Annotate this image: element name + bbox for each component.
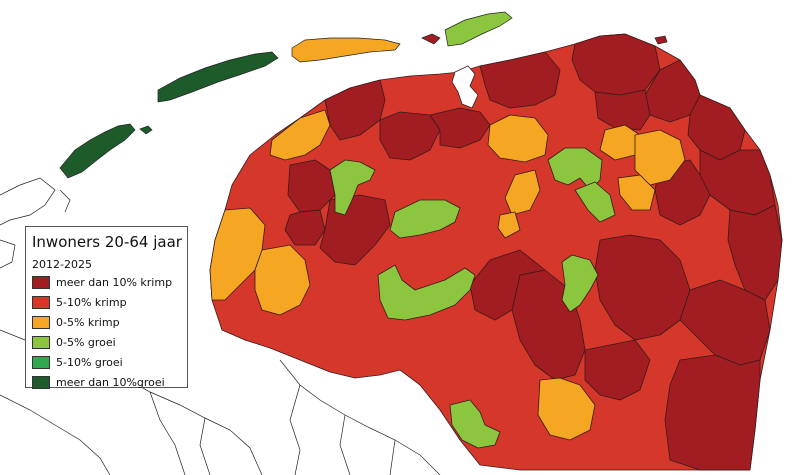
island-rottumeroog [655,36,667,44]
map-legend [25,226,188,388]
legend-period: 2012-2025 [32,258,92,271]
legend-swatch [32,296,50,309]
legend-label: meer dan 10% krimp [56,275,173,289]
island-vlieland [140,126,152,134]
legend-swatch [32,336,50,349]
legend-label: meer dan 10%groei [56,375,165,389]
island-texel [60,124,135,178]
legend-swatch [32,376,50,389]
island-terschelling [158,52,278,102]
municipalities [210,34,782,470]
legend-label: 5-10% krimp [56,295,127,309]
legend-swatch [32,276,50,289]
legend-label: 0-5% krimp [56,315,120,329]
legend-item [32,313,181,331]
legend-title: Inwoners 20-64 jaar [32,233,182,251]
legend-item [32,273,181,291]
island-schiermonnikoog-west [422,34,440,44]
legend-item [32,293,181,311]
legend-swatch [32,356,50,369]
island-schiermonnikoog [445,12,512,46]
legend-label: 0-5% groei [56,335,116,349]
island-ameland [292,38,400,62]
legend-item [32,373,181,391]
legend-item [32,333,181,351]
muni-dr-17 [665,355,760,470]
legend-swatch [32,316,50,329]
legend-item [32,353,181,371]
legend-label: 5-10% groei [56,355,123,369]
